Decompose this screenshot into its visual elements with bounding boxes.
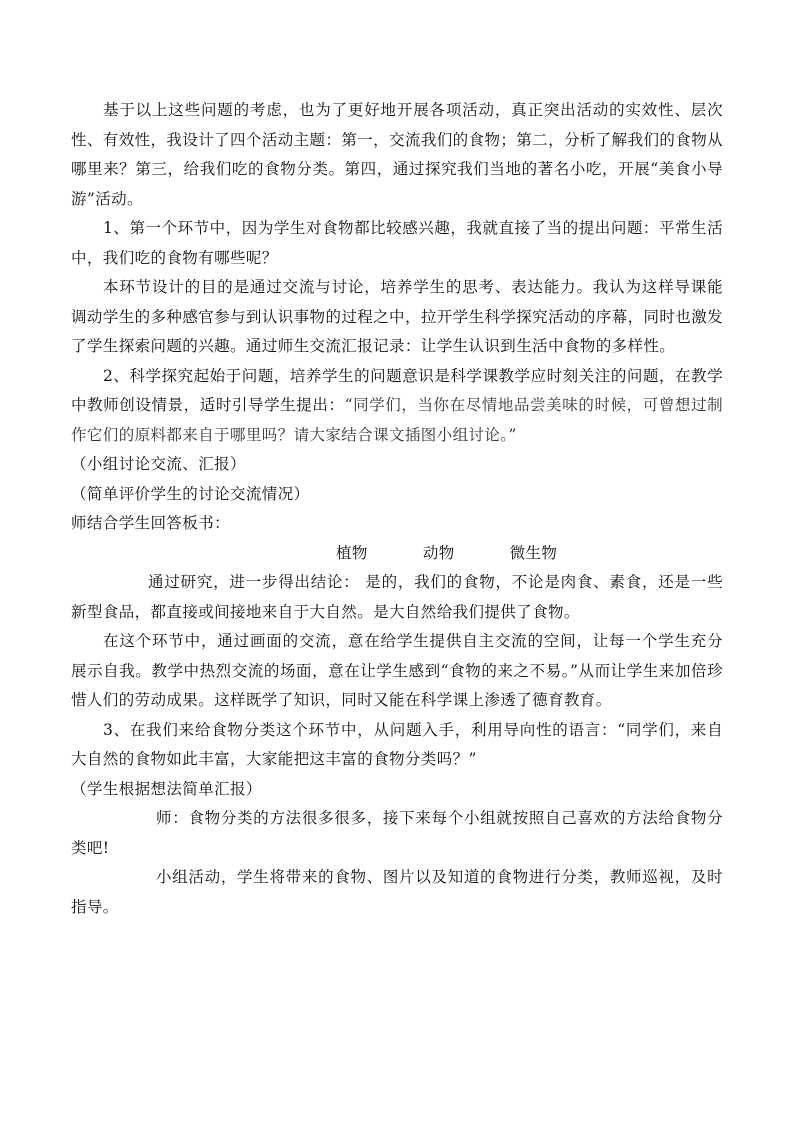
paragraph-teacher-instruction: 师：食物分类的方法很多很多，接下来每个小组就按照自己喜欢的方法给食物分类吧! xyxy=(71,809,723,857)
paragraph-conclusion: 通过研究，进一步得出结论： 是的，我们的食物，不论是肉食、素食，还是一些新型食品，都直接或间接地来自于大自然。是大自然给我们提供了食物。 xyxy=(71,573,723,621)
blackboard-categories xyxy=(71,539,723,569)
paragraph-design-purpose: 本环节设计的目的是通过交流与讨论，培养学生的思考、表达能力。我认为这样导课能调动学生的多种感官参与到认识事物的过程之中，拉开学生科学探究活动的序幕，同时也激发了学生探索问题的兴趣。通过师生交流汇报记录：让学生认识到生活中食物的多样性。 xyxy=(71,278,723,355)
paragraph-second-step xyxy=(71,362,723,451)
note-group-discussion: （小组讨论交流、汇报） xyxy=(71,455,246,473)
document-body xyxy=(71,96,723,922)
paragraph-third-step: 3、在我们来给食物分类这个环节中，从问题入手，利用导向性的语言：“同学们，来自大自然的食物如此丰富，大家能把这丰富的食物分类吗？” xyxy=(71,720,723,768)
paragraph-group-activity: 小组活动，学生将带来的食物、图片以及知道的食物进行分类，教师巡视，及时指导。 xyxy=(71,868,723,916)
paragraph-first-step: 1、第一个环节中，因为学生对食物都比较感兴趣，我就直接了当的提出问题：平常生活中，我们吃的食物有哪些呢？ xyxy=(71,219,723,267)
note-evaluation: （简单评价学生的讨论交流情况） xyxy=(71,484,310,503)
note-student-report: （学生根据想法简单汇报） xyxy=(71,779,262,798)
board-item: 微生物 xyxy=(509,543,558,562)
paragraph-activity-themes: 基于以上这些问题的考虑，也为了更好地开展各项活动，真正突出活动的实效性、层次性、有效性，我设计了四个活动主题：第一，交流我们的食物；第二，分析了解我们的食物从哪里来？第三，给我们吃的食物分类。第四，通过探究我们当地的著名小吃，开展“美食小导游”活动。 xyxy=(71,101,723,208)
second-step-quote: “同学们，当你在尽情地品尝美味的时候，可曾想过制作它们的原料都来自于哪里吗？请大家结合课文插图小组讨论。” xyxy=(71,396,723,444)
board-item: 动物 xyxy=(422,543,455,562)
second-step-lead: 2、科学探究起始于问题，培养学生的问题意识是科学课教学应时刻关注的问题，在教学中教师创设情景，适时引导学生提出： xyxy=(71,366,723,414)
paragraph-reflection: 在这个环节中，通过画面的交流，意在给学生提供自主交流的空间，让每一个学生充分展示自我。教学中热烈交流的场面，意在让学生感到“食物的来之不易。”从而让学生来加倍珍惜人们的劳动成果。这样既学了知识，同时又能在科学课上渗透了德育教育。 xyxy=(71,632,723,709)
board-item: 植物 xyxy=(336,543,368,562)
note-blackboard: 师结合学生回答板书： xyxy=(71,514,231,532)
